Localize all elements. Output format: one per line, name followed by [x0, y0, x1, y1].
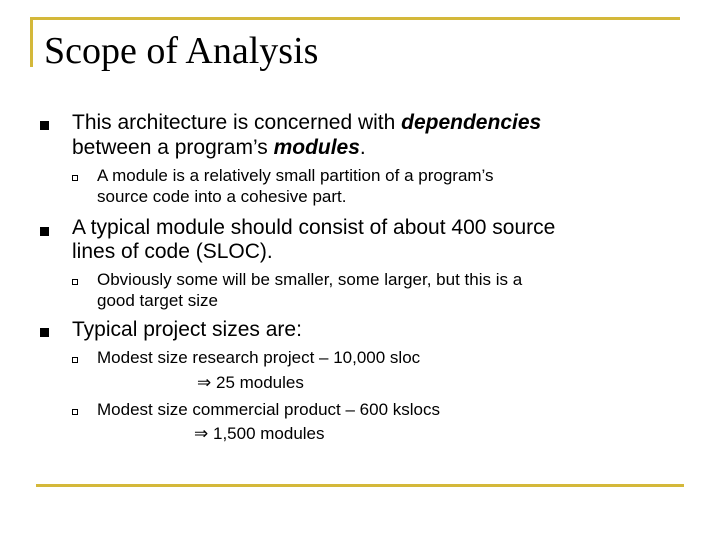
sub-bullet-1-line-2: source code into a cohesive part. [97, 187, 347, 206]
title-top-rule [30, 17, 680, 20]
hollow-square-bullet-icon [72, 175, 78, 181]
sub-bullet-2-line-1: Obviously some will be smaller, some larger, but this is a [97, 270, 523, 289]
sub-bullet-3-line-1: Modest size research project – 10,000 sloc [97, 348, 421, 367]
hollow-square-bullet-icon [72, 357, 78, 363]
bullet-2-line-1: A typical module should consist of about 400 source [72, 216, 556, 239]
result-text: 1,500 modules [212, 424, 325, 443]
hollow-square-bullet-icon [72, 279, 78, 285]
bullet-1-line-1: This architecture is concerned with dependencies [72, 111, 542, 134]
hollow-square-bullet-icon [72, 409, 78, 415]
square-bullet-icon [40, 227, 49, 236]
square-bullet-icon [40, 328, 49, 337]
sub-bullet-4-line-1: Modest size commercial product – 600 kslocs [97, 400, 440, 419]
implies-arrow-icon: ⇒ [194, 424, 209, 443]
sub-bullet-2-line-2: good target size [97, 291, 218, 310]
bullet-1-line-2: between a program’s modules. [72, 136, 366, 159]
bullet-3-line-1: Typical project sizes are: [72, 318, 302, 341]
sub-bullet-3-result [197, 373, 304, 393]
bullet-2-line-2: lines of code (SLOC). [72, 240, 273, 263]
sub-bullet-1-line-1: A module is a relatively small partition of a program’s [97, 166, 494, 185]
slide-title: Scope of Analysis [44, 30, 319, 72]
result-text: 25 modules [215, 373, 304, 392]
implies-arrow-icon: ⇒ [197, 373, 212, 392]
sub-bullet-4-result [194, 424, 325, 444]
square-bullet-icon [40, 121, 49, 130]
bottom-rule [36, 484, 684, 487]
title-left-rule [30, 17, 33, 67]
